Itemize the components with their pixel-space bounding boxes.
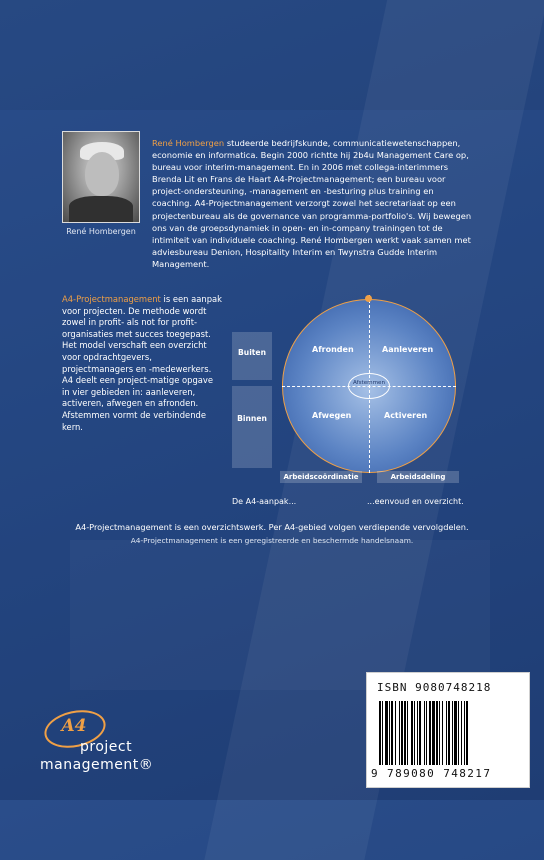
- a4-logo: [40, 705, 210, 775]
- center-ellipse: [348, 373, 390, 399]
- method-intro-text: is een aanpak voor projecten. De methode wordt zowel in profit- als not for profit-organisaties met succes toegepast. Het model verschaft een overzicht voor opdrachtgevers, projectmanagers en -medewerkers. A4 deelt een project-matige opgave in vier gebieden in: aanleveren, activeren, afwegen en afronden. Afstemmen vormt de verbindende kern.: [62, 294, 223, 432]
- label-afstemmen: Afstemmen: [352, 380, 386, 386]
- diagram-footer-right: ...eenvoud en overzicht.: [367, 497, 464, 506]
- lower-band: [70, 540, 490, 690]
- barcode-label: [366, 672, 530, 788]
- logo-word-project: project: [80, 739, 133, 755]
- photo-caption: René Hombergen: [66, 227, 136, 236]
- photo-face: [85, 152, 119, 196]
- top-shade: [0, 0, 544, 110]
- logo-mark: A4: [61, 716, 87, 736]
- logo-word-management: management®: [40, 757, 154, 773]
- bar-arbeidscoordinatie: Arbeidscoördinatie: [280, 471, 362, 483]
- isbn-text: ISBN 9080748218: [377, 681, 492, 694]
- author-bio: [152, 137, 474, 270]
- photo-body: [69, 196, 133, 222]
- diagram-footer-left: De A4-aanpak...: [232, 497, 297, 506]
- label-buiten: Buiten: [238, 348, 266, 357]
- barcode-bars: [379, 701, 519, 765]
- author-bio-text: studeerde bedrijfskunde, communicatiewetenschappen, economie en informatica. Begin 2000 richtte hij 2b4u Management Care op, bureau voor interim-management. En in 2006 met collega-interimmers Brenda Lit en Frans de Haart A4-Projectmanagement; een bureau voor project-ondersteuning, -management en -besturing plus training en coaching. A4-Projectmanagement verzorgt zowel het secretariaat op een projectenbureau als de governance van programma-portfolio's. Wij bewegen ons van de groepsdynamiek in open- en in-company trainingen tot de intimiteit van individuele coaching. René Hombergen werkt vaak samen met adviesbureau Denion, Hospitality Interim en Twynstra Gudde Interim Management.: [152, 138, 472, 269]
- author-name: René Hombergen: [152, 138, 225, 148]
- author-photo: [62, 131, 140, 223]
- a4-model-diagram: [232, 295, 468, 485]
- top-marker-dot: [365, 295, 372, 302]
- panel-binnen: [232, 386, 272, 468]
- summary-line: A4-Projectmanagement is een overzichtswerk. Per A4-gebied volgen verdiepende vervolgdelen.: [75, 522, 469, 532]
- label-afwegen: Afwegen: [312, 411, 352, 420]
- label-binnen: Binnen: [237, 414, 267, 423]
- method-intro: [62, 294, 222, 433]
- label-aanleveren: Aanleveren: [382, 345, 434, 354]
- bar-arbeidsdeling: Arbeidsdeling: [377, 471, 459, 483]
- trademark-line: A4-Projectmanagement is een geregistreerde en beschermde handelsnaam.: [130, 536, 414, 545]
- label-activeren: Activeren: [384, 411, 428, 420]
- method-brand: A4-Projectmanagement: [62, 294, 161, 304]
- ean-number: 9 789080 748217: [371, 767, 492, 780]
- label-afronden: Afronden: [312, 345, 354, 354]
